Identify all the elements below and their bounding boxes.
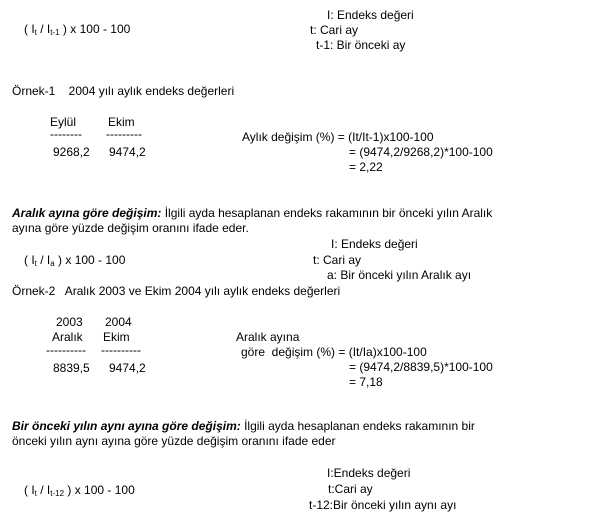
section3-heading: Bir önceki yılın aynı ayına göre değişim: <box>12 419 241 433</box>
example2-col2-rule: ---------- <box>101 343 141 357</box>
example1-calc-line2: = (9474,2/9268,2)*100-100 <box>349 145 493 159</box>
legend2-december-previous-year: a: Bir önceki yılın Aralık ayı <box>327 268 472 282</box>
legend-current-month: t: Cari ay <box>310 23 359 37</box>
example1-calc-line3: = 2,22 <box>349 160 383 174</box>
example2-calc-line2: = (9474,2/8839,5)*100-100 <box>349 360 493 374</box>
example1-col1-header: Eylül <box>50 115 77 129</box>
section2-heading: Aralık ayına göre değişim: <box>12 206 162 220</box>
example1-title: Örnek-1 2004 yılı aylık endeks değerleri <box>12 84 235 98</box>
example2-col2-header: Ekim <box>103 330 130 344</box>
legend3-index-value: I:Endeks değeri <box>327 466 411 480</box>
legend-previous-month: t-1: Bir önceki ay <box>316 38 406 52</box>
example2-calc-label: Aralık ayına <box>236 330 300 344</box>
example2-col2-year: 2004 <box>105 315 132 329</box>
example2-title: Örnek-2 Aralık 2003 ve Ekim 2004 yılı aylık endeks değerleri <box>12 284 341 298</box>
example2-calc-line1: göre değişim (%) = (It/Ia)x100-100 <box>241 345 427 359</box>
legend2-index-value: I: Endeks değeri <box>331 237 418 251</box>
example2-col1-value: 8839,5 <box>53 361 90 375</box>
formula-december-change: ( $I_t / I_a$ ) x 100 - 100 <box>24 253 126 268</box>
example1-col1-value: 9268,2 <box>53 145 90 159</box>
legend2-current-month: t: Cari ay <box>313 253 362 267</box>
example1-col2-header: Ekim <box>108 115 135 129</box>
formula-annual-change: ( $I_t / I_{t-12}$ ) x 100 - 100 <box>24 483 135 498</box>
formula-monthly-change: ( $I_t / I_{t-1}$ ) x 100 - 100 <box>24 22 131 37</box>
legend3-same-month-previous-year: t-12:Bir önceki yılın aynı ayı <box>309 498 457 512</box>
example1-col2-rule: --------- <box>106 127 142 141</box>
legend-index-value: I: Endeks değeri <box>327 8 414 22</box>
example1-col2-value: 9474,2 <box>109 145 146 159</box>
example2-calc-line3: = 7,18 <box>349 375 383 389</box>
example2-col2-value: 9474,2 <box>109 361 146 375</box>
example2-col1-header: Aralık <box>52 330 83 344</box>
example1-calc-line1: Aylık değişim (%) = (It/It-1)x100-100 <box>242 130 434 144</box>
section2-paragraph: Aralık ayına göre değişim: İlgili ayda hesaplanan endeks rakamının bir önceki yılın Aralık ayına göre yüzde değişim oranını ifade eder. <box>12 206 493 235</box>
example2-col1-rule: ---------- <box>46 343 86 357</box>
legend3-current-month: t:Cari ay <box>328 482 373 496</box>
example1-col1-rule: -------- <box>50 127 82 141</box>
example2-col1-year: 2003 <box>56 315 83 329</box>
section3-paragraph: Bir önceki yılın aynı ayına göre değişim: İlgili ayda hesaplanan endeks rakamının bir önceki yılın aynı ayına göre yüzde değişim oranını ifade eder <box>12 419 475 448</box>
